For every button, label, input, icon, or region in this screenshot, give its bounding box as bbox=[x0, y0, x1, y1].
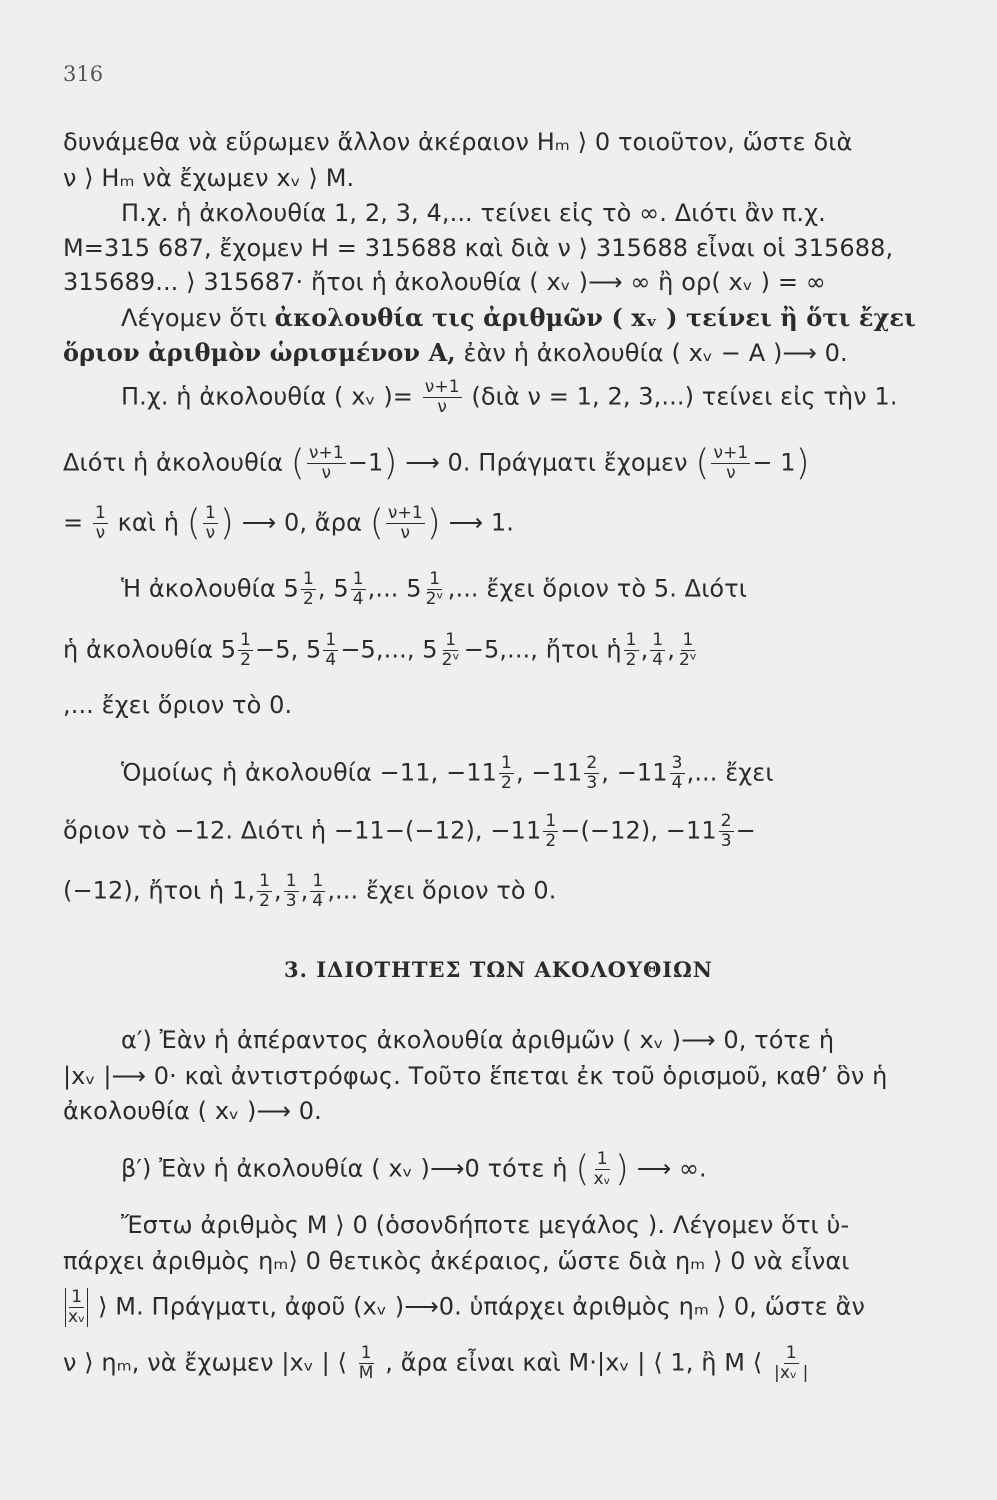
fraction-denominator: |xᵥ | bbox=[774, 1363, 809, 1383]
text-fragment: − bbox=[735, 816, 756, 845]
text-fragment: = bbox=[63, 508, 84, 537]
text-fragment: ,... ἔχει bbox=[686, 758, 774, 787]
text-fragment: καὶ ἡ bbox=[117, 508, 180, 537]
text-line: M=315 687, ἔχομεν H = 315688 καὶ διὰ ν ⟩ 315688 εἶναι οἱ 315688, bbox=[63, 234, 894, 262]
text-fragment: ,... ἔχει ὅριον τὸ 5. Διότι bbox=[447, 574, 747, 603]
fraction bbox=[543, 812, 558, 851]
example-line bbox=[63, 754, 920, 793]
text-fragment: ⟩ M. Πράγματι, ἀφοῦ (xᵥ )⟶0. ὑπάρχει ἀριθμὸς ηₘ ⟩ 0, ὥστε ἂν bbox=[98, 1292, 866, 1321]
fraction-denominator: ν bbox=[726, 463, 736, 483]
text-fragment: −5,..., 5 bbox=[340, 635, 438, 664]
text-fragment: (διὰ ν = 1, 2, 3,...) τείνει εἰς τὴν 1. bbox=[471, 382, 898, 411]
fraction-denominator: 2ᵛ bbox=[425, 589, 444, 609]
fraction bbox=[284, 872, 299, 911]
property-line: α′) Ἐὰν ἡ ἀπέραντος ἀκολουθία ἀριθμῶν ( xᵥ )⟶ 0, τότε ἡ bbox=[121, 1026, 835, 1054]
fraction bbox=[301, 570, 316, 609]
text-fragment: ,... ἔχει ὅριον τὸ 0. bbox=[327, 876, 557, 905]
text-fragment: ἐὰν ἡ ἀκολουθία ( xᵥ − A )⟶ 0. bbox=[455, 339, 848, 367]
fraction bbox=[203, 504, 218, 543]
definition-line bbox=[63, 338, 920, 368]
fraction bbox=[310, 872, 325, 911]
text-fragment: −5,..., ἤτοι ἡ bbox=[463, 635, 622, 664]
fraction-numerator: 1 bbox=[285, 871, 297, 891]
fraction-numerator: 1 bbox=[625, 630, 637, 650]
fraction-numerator: 1 bbox=[596, 1149, 608, 1169]
fraction-numerator: 1 bbox=[259, 871, 270, 891]
fraction-denominator: 4 bbox=[312, 891, 324, 911]
text-fragment: −5, 5 bbox=[255, 635, 322, 664]
fraction bbox=[499, 754, 514, 793]
fraction-numerator: 1 bbox=[94, 503, 106, 523]
fraction-numerator: ν+1 bbox=[387, 503, 423, 523]
fraction-numerator: 1 bbox=[312, 871, 324, 891]
fraction bbox=[351, 570, 366, 609]
fraction-denominator: 2ᵛ bbox=[441, 650, 460, 670]
text-fragment: Π.χ. ἡ ἀκολουθία ( xᵥ )= bbox=[121, 382, 414, 411]
fraction-numerator: ν+1 bbox=[308, 443, 344, 463]
text-fragment: , ἄρα εἶναι καὶ M·|xᵥ | ⟨ 1, ἢ M ⟨ bbox=[385, 1348, 763, 1377]
fraction-denominator: ν bbox=[400, 523, 411, 543]
text-fragment: Ἡ ἀκολουθία 5 bbox=[121, 574, 299, 603]
text-fragment: (−12), ἤτοι ἡ 1, bbox=[63, 876, 256, 905]
section-heading: 3. ΙΔΙΟΤΗΤΕΣ ΤΩΝ ΑΚΟΛΟΥΘΙΩΝ bbox=[284, 957, 713, 982]
text-fragment: ὅριον τὸ −12. Διότι ἡ −11−(−12), −11 bbox=[63, 816, 542, 845]
text-fragment: , −11 bbox=[601, 758, 668, 787]
page-number: 316 bbox=[63, 62, 104, 86]
example-line: (−12), ἤτοι ἡ 1, $\frac{1}{2}$ , $\frac{1}{3}$ , $\frac{1}{4}$ ,... ἔχει ὅριον τὸ 0. bbox=[63, 871, 557, 911]
fraction bbox=[357, 1344, 376, 1383]
text-fragment: Διότι ἡ ἀκολουθία bbox=[63, 448, 284, 477]
text-line: 315689... ⟩ 315687· ἤτοι ἡ ἀκολουθία ( xᵥ )⟶ ∞ ἢ ορ( xᵥ ) = ∞ bbox=[63, 268, 826, 296]
fraction bbox=[650, 631, 665, 670]
fraction-numerator: 1 bbox=[240, 630, 252, 650]
fraction-denominator: M bbox=[358, 1363, 374, 1383]
fraction bbox=[711, 444, 750, 483]
text-fragment: ἡ ἀκολουθία 5 bbox=[63, 635, 237, 664]
example-line: ἡ ἀκολουθία 5 $\frac{1}{2}$ −5, 5 $\frac{1}{4}$ −5,..., 5 $\frac{1}{\text{2ᵛ}}$ −5,..., ἤτοι ἡ $\frac{1}{2}$ , $\frac{1}{4}$ , $\frac{1}{\text{2ᵛ}}$ bbox=[63, 630, 698, 670]
text-fragment: Λέγομεν ὅτι bbox=[121, 304, 275, 332]
fraction bbox=[624, 631, 639, 670]
text-fragment: ⟶ 1. bbox=[448, 508, 514, 537]
example-line bbox=[63, 378, 920, 417]
fraction-denominator: 3 bbox=[720, 831, 732, 851]
text-fragment: , 5 bbox=[317, 574, 349, 603]
fraction bbox=[423, 378, 462, 417]
fraction-numerator: 3 bbox=[671, 753, 683, 773]
fraction bbox=[440, 631, 462, 670]
bold-term: ἀκολουθία τις ἀριθμῶν ( xᵥ ) τείνει ἢ ὅτι ἔχει bbox=[274, 303, 916, 332]
fraction-denominator: 4 bbox=[352, 589, 364, 609]
text-fragment: ν ⟩ ηₘ, νὰ ἔχωμεν |xᵥ | ⟨ bbox=[63, 1348, 348, 1377]
fraction-numerator: 2 bbox=[720, 811, 732, 831]
fraction-denominator: 4 bbox=[652, 650, 664, 670]
fraction-numerator: 1 bbox=[545, 811, 557, 831]
text-fragment: −1 bbox=[347, 448, 384, 477]
fraction-numerator: 1 bbox=[71, 1287, 83, 1307]
example-line: Διότι ἡ ἀκολουθία ( $\frac{\nu+1}{\nu}$ −1) ⟶ 0. Πράγματι ἔχομεν ( $\frac{\nu+1}{\nu}$ − 1) bbox=[63, 442, 810, 484]
fraction-denominator: ν bbox=[95, 523, 106, 543]
text-fragment: ⟶ 0, ἄρα bbox=[241, 508, 362, 537]
fraction-denominator: 2 bbox=[302, 589, 314, 609]
definition-line bbox=[63, 303, 920, 333]
fraction bbox=[93, 504, 108, 543]
fraction bbox=[257, 872, 272, 911]
fraction-denominator: 2 bbox=[545, 831, 557, 851]
property-line: β′) Ἐὰν ἡ ἀκολουθία ( xᵥ )⟶0 τότε ἡ ( $\frac{1}{\text{xᵥ}}$ ) ⟶ ∞. bbox=[121, 1148, 707, 1190]
fraction bbox=[424, 570, 446, 609]
fraction bbox=[386, 504, 425, 543]
text-line: ν ⟩ Hₘ νὰ ἔχωμεν xᵥ ⟩ M. bbox=[63, 164, 355, 192]
fraction-denominator: ν bbox=[437, 397, 447, 417]
fraction bbox=[65, 1288, 88, 1327]
fraction-numerator: 1 bbox=[785, 1343, 797, 1363]
fraction-denominator: 2ᵛ bbox=[678, 650, 698, 670]
fraction-denominator: ν bbox=[205, 523, 216, 543]
fraction-numerator: 1 bbox=[325, 630, 337, 650]
bold-term: ὅριον ἀριθμὸν ὡρισμένον A, bbox=[63, 338, 456, 367]
fraction bbox=[238, 631, 253, 670]
fraction-numerator: ν+1 bbox=[713, 443, 749, 463]
fraction-numerator: 1 bbox=[352, 569, 364, 589]
text-line: Ἔστω ἀριθμὸς M ⟩ 0 (ὁσονδήποτε μεγάλος ). Λέγομεν ὅτι ὑ- bbox=[121, 1211, 850, 1239]
text-line: ἀκολουθία ( xᵥ )⟶ 0. bbox=[63, 1097, 322, 1125]
text-fragment: −(−12), −11 bbox=[560, 816, 717, 845]
fraction-numerator: 1 bbox=[682, 630, 694, 650]
text-line: πάρχει ἀριθμὸς ηₘ⟩ 0 θετικὸς ἀκέραιος, ὥστε διὰ ηₘ ⟩ 0 νὰ εἶναι bbox=[63, 1247, 850, 1275]
text-line: ,... ἔχει ὅριον τὸ 0. bbox=[63, 691, 293, 719]
example-line bbox=[63, 812, 920, 851]
text-fragment: , −11 bbox=[515, 758, 583, 787]
fraction-numerator: 2 bbox=[586, 753, 598, 773]
fraction bbox=[670, 754, 685, 793]
fraction-denominator: 4 bbox=[325, 650, 337, 670]
fraction-numerator: 1 bbox=[360, 1343, 372, 1363]
fraction-denominator: 2 bbox=[625, 650, 637, 670]
text-line bbox=[63, 1288, 920, 1327]
fraction-denominator: 3 bbox=[586, 773, 598, 793]
fraction-numerator: 1 bbox=[204, 503, 216, 523]
text-fragment: ⟶ ∞. bbox=[636, 1154, 707, 1183]
text-line bbox=[63, 1344, 920, 1383]
fraction bbox=[677, 631, 699, 670]
fraction bbox=[591, 1150, 612, 1189]
fraction bbox=[772, 1344, 811, 1383]
text-fragment: Ὁμοίως ἡ ἀκολουθία −11, −11 bbox=[121, 758, 498, 787]
fraction-denominator: 3 bbox=[285, 891, 297, 911]
fraction-denominator: ν bbox=[321, 463, 332, 483]
text-fragment: − 1 bbox=[752, 448, 796, 477]
text-line: |xᵥ |⟶ 0· καὶ ἀντιστρόφως. Τοῦτο ἕπεται ἐκ τοῦ ὁρισμοῦ, καθ’ ὃν ἡ bbox=[63, 1062, 888, 1090]
fraction-denominator: 2 bbox=[240, 650, 252, 670]
fraction bbox=[323, 631, 338, 670]
example-line bbox=[63, 570, 920, 609]
fraction-numerator: 1 bbox=[445, 630, 457, 650]
example-line: = $\frac{1}{\nu}$ καὶ ἡ ( $\frac{1}{\nu}$ ) ⟶ 0, ἄρα ( $\frac{\nu+1}{\nu}$ ) ⟶ 1. bbox=[63, 502, 514, 544]
fraction-numerator: 1 bbox=[302, 569, 314, 589]
text-line: δυνάμεθα νὰ εὕρωμεν ἄλλον ἀκέραιον Hₘ ⟩ 0 τοιοῦτον, ὥστε διὰ bbox=[63, 128, 853, 156]
fraction-denominator: xᵥ bbox=[68, 1307, 86, 1327]
fraction-numerator: 1 bbox=[429, 569, 441, 589]
fraction bbox=[307, 444, 346, 483]
fraction bbox=[584, 754, 599, 793]
fraction-numerator: 1 bbox=[501, 753, 512, 773]
text-fragment: ,... 5 bbox=[367, 574, 422, 603]
text-line: Π.χ. ἡ ἀκολουθία 1, 2, 3, 4,... τείνει εἰς τὸ ∞. Διότι ἂν π.χ. bbox=[121, 199, 826, 227]
fraction bbox=[719, 812, 734, 851]
fraction-denominator: xᵥ bbox=[593, 1169, 611, 1189]
fraction-denominator: 2 bbox=[501, 773, 512, 793]
fraction-denominator: 4 bbox=[671, 773, 683, 793]
fraction-numerator: ν+1 bbox=[424, 377, 460, 397]
fraction-numerator: 1 bbox=[652, 630, 664, 650]
fraction-denominator: 2 bbox=[259, 891, 270, 911]
text-fragment: ⟶ 0. Πράγματι ἔχομεν bbox=[405, 448, 688, 477]
text-fragment: β′) Ἐὰν ἡ ἀκολουθία ( xᵥ )⟶0 τότε ἡ bbox=[121, 1154, 568, 1183]
